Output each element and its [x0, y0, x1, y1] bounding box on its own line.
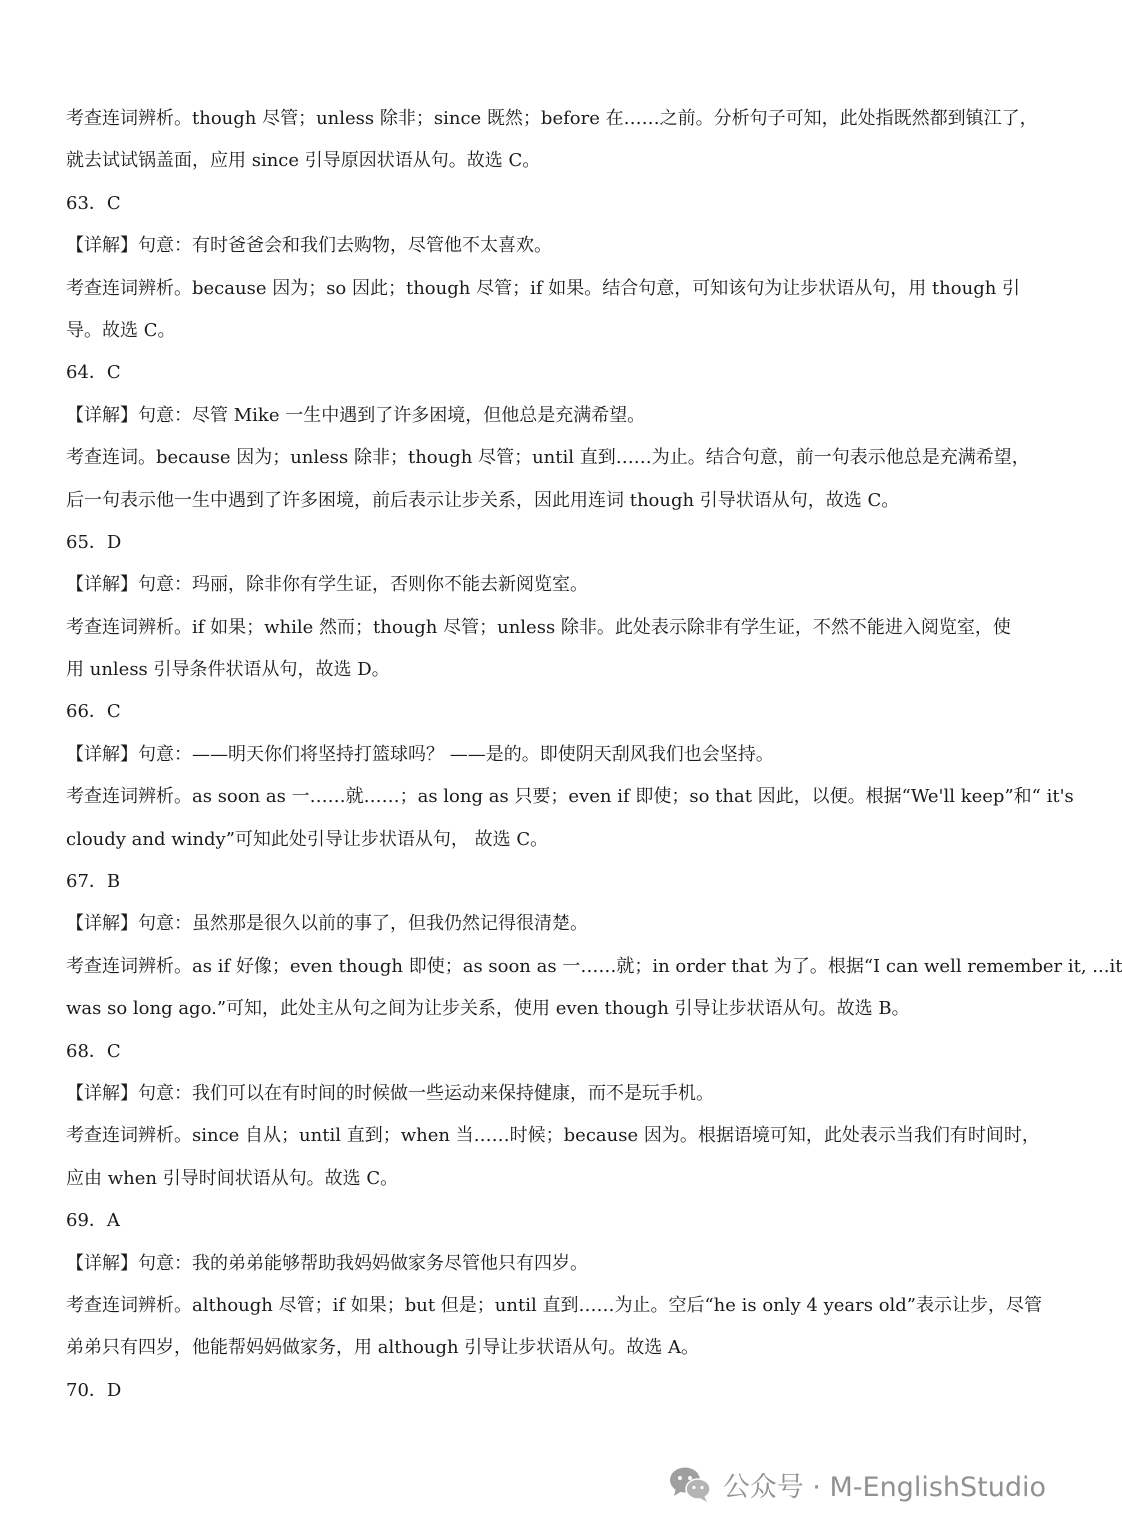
watermark-text: 公众号 · M-EnglishStudio [722, 1471, 1046, 1503]
text-line: 69．A [66, 1210, 120, 1232]
text-line: 后一句表示他一生中遇到了许多困境，前后表示让步关系，因此用连词 though 引导状语从句，故选 C。 [66, 489, 900, 511]
answer-explanations [66, 98, 1122, 1412]
text-line: 用 unless 引导条件状语从句，故选 D。 [66, 659, 390, 681]
text-line: 考查连词辨析。if 如果；while 然而；though 尽管；unless 除非。此处表示除非有学生证，不然不能进入阅览室，使 [66, 616, 1011, 638]
text-line: 65．D [66, 531, 122, 553]
text-line: 考查连词辨析。although 尽管；if 如果；but 但是；until 直到……为止。空后“he is only 4 years old”表示让步，尽管 [66, 1294, 1043, 1316]
text-line: 【详解】句意：玛丽，除非你有学生证，否则你不能去新阅览室。 [66, 574, 588, 596]
text-line: 【详解】句意：我的弟弟能够帮助我妈妈做家务尽管他只有四岁。 [66, 1252, 588, 1274]
text-line: cloudy and windy”可知此处引导让步状语从句， 故选 C。 [66, 828, 549, 850]
text-line: 考查连词辨析。though 尽管；unless 除非；since 既然；before 在……之前。分析句子可知，此处指既然都到镇江了， [66, 108, 1038, 129]
text-line: 68．C [66, 1040, 121, 1062]
watermark [667, 1456, 1046, 1512]
text-line: 67．B [66, 871, 121, 893]
text-line: was so long ago.”可知，此处主从句之间为让步关系，使用 even though 引导让步状语从句。故选 B。 [66, 998, 910, 1020]
text-line: 考查连词辨析。as soon as 一……就……；as long as 只要；even if 即使；so that 因此，以便。根据“We'll keep”和“ it's [66, 786, 1074, 808]
text-line: 【详解】句意：——明天你们将坚持打篮球吗？ ——是的。即使阴天刮风我们也会坚持。 [66, 743, 774, 765]
text-line: 70．D [66, 1379, 122, 1401]
text-line: 63．C [66, 192, 121, 214]
text-line: 66．C [66, 701, 121, 723]
text-line: 导。故选 C。 [66, 319, 176, 341]
text-line: 【详解】句意：虽然那是很久以前的事了，但我仍然记得很清楚。 [66, 913, 588, 935]
text-line: 就去试试锅盖面，应用 since 引导原因状语从句。故选 C。 [66, 150, 541, 172]
wechat-icon [667, 1464, 713, 1504]
text-line: 考查连词。because 因为；unless 除非；though 尽管；until 直到……为止。结合句意，前一句表示他总是充满希望， [66, 447, 1030, 469]
text-line: 【详解】句意：我们可以在有时间的时候做一些运动来保持健康，而不是玩手机。 [66, 1082, 714, 1104]
text-line: 弟弟只有四岁，他能帮妈妈做家务，用 although 引导让步状语从句。故选 A。 [66, 1337, 700, 1359]
text-line: 【详解】句意：尽管 Mike 一生中遇到了许多困境，但他总是充满希望。 [66, 404, 646, 426]
text-line: 64．C [66, 362, 121, 384]
text-line: 应由 when 引导时间状语从句。故选 C。 [66, 1167, 399, 1189]
text-line: 【详解】句意：有时爸爸会和我们去购物，尽管他不太喜欢。 [66, 235, 552, 257]
text-line: 考查连词辨析。as if 好像；even though 即使；as soon as 一……就；in order that 为了。根据“I can well remember it, ...it [66, 955, 1122, 977]
text-line: 考查连词辨析。since 自从；until 直到；when 当……时候；because 因为。根据语境可知，此处表示当我们有时间时， [66, 1125, 1040, 1147]
text-line: 考查连词辨析。because 因为；so 因此；though 尽管；if 如果。结合句意，可知该句为让步状语从句，用 though 引 [66, 277, 1021, 299]
